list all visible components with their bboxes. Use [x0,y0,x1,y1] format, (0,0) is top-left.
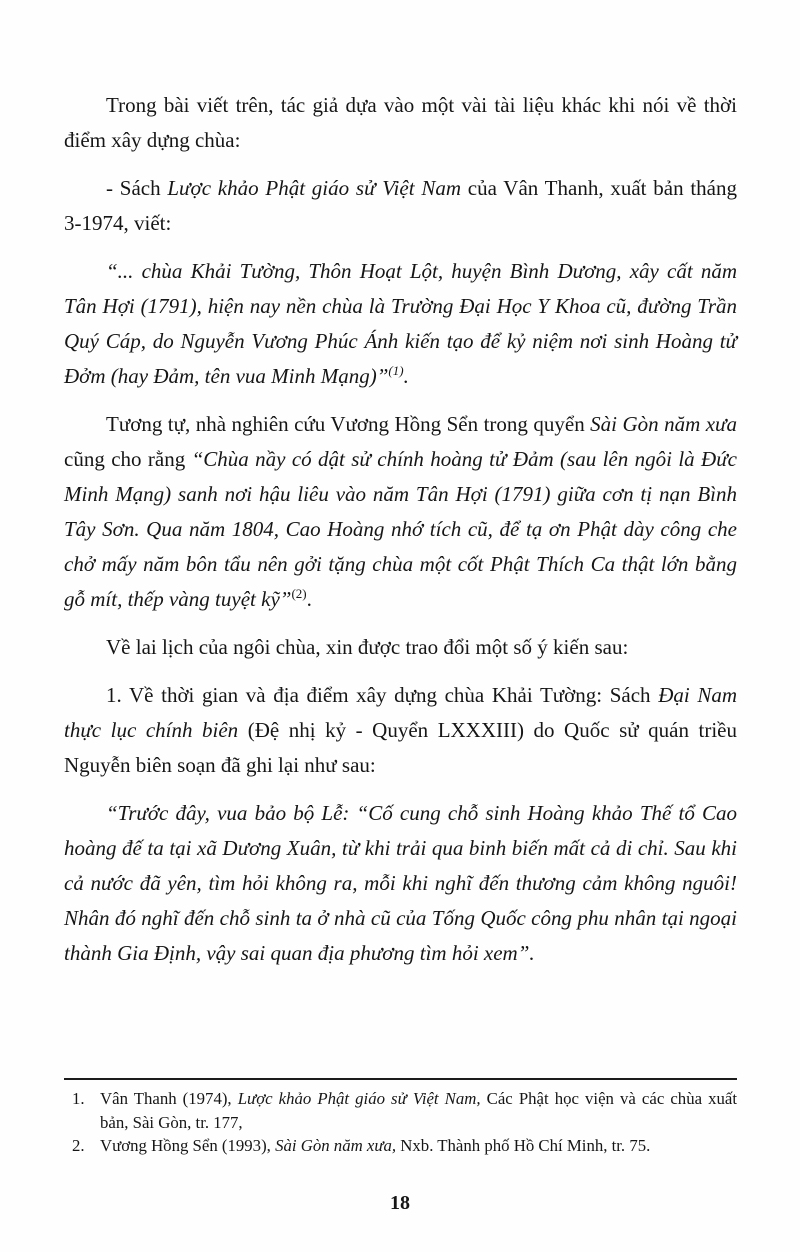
page-number: 18 [390,1192,410,1214]
text-segment: . [306,587,312,611]
text-segment: Trong bài viết trên, tác giả dựa vào một vài tài liệu khác khi nói về thời điểm xây dựng chùa: [64,93,737,152]
text-segment: Tương tự, nhà nghiên cứu Vương Hồng Sển trong quyển [106,412,591,436]
paragraph-point-1 [64,678,737,783]
text-segment: (Đệ nhị kỷ - Quyển LXXXIII) do Quốc sử quán triều Nguyễn biên soạn đã ghi lại như sau: [64,718,738,777]
footnote-ref-1: (1) [388,363,404,378]
footnote-divider [64,1078,737,1080]
paragraph-quote-dai-nam [64,796,737,971]
footnote-2 [64,1134,737,1158]
text-segment: . [403,364,409,388]
quote-text: “... chùa Khải Tường, Thôn Hoạt Lột, huyện Bình Dương, xây cất năm Tân Hợi (1791), hiện nay nền chùa là Trường Đại Học Y Khoa cũ, đường Trần Quý Cáp, do Nguyễn Vương Phúc Ánh kiến tạo để kỷ niệm nơi sinh Hoàng tử Đởm (hay Đảm, tên vua Minh Mạng)” [64,259,737,388]
paragraph-quote-vuong-hong-sen [64,407,737,617]
paragraph-quote-van-thanh [64,254,737,394]
text-segment: của Vân Thanh, xuất bản tháng 3-1974, viết: [64,176,737,235]
book-title: Sài Gòn năm xưa, [275,1136,397,1155]
text-segment: Vương Hồng Sển (1993), [100,1136,276,1155]
book-title: Sài Gòn năm xưa [590,412,737,436]
page-body [64,88,737,984]
paragraph-source-van-thanh [64,171,737,241]
footnotes-section [64,1078,737,1158]
text-segment: - Sách [106,176,168,200]
paragraph-transition [64,630,737,665]
text-segment: cũng cho rằng [64,447,192,471]
book-title: Đại Nam thực lục chính biên [64,683,737,742]
paragraph-intro [64,88,737,158]
quote-text: “Chùa nầy có dật sử chính hoàng tử Đảm (sau lên ngôi là Đức Minh Mạng) sanh nơi hậu liêu vào năm Tân Hợi (1791) giữa cơn tị nạn Bình Tây Sơn. Qua năm 1804, Cao Hoàng nhớ tích cũ, để tạ ơn Phật dày công che chở mấy năm bôn tẩu nên gởi tặng chùa một cốt Phật Thích Ca thật lớn bằng gỗ mít, thếp vàng tuyệt kỹ” [64,447,737,611]
text-segment: 1. Về thời gian và địa điểm xây dựng chùa Khải Tường: Sách [106,683,659,707]
text-segment: Về lai lịch của ngôi chùa, xin được trao đổi một số ý kiến sau: [106,635,629,659]
quote-text: “Trước đây, vua bảo bộ Lễ: “Cố cung chỗ sinh Hoàng khảo Thế tổ Cao hoàng đế ta tại xã Dương Xuân, từ khi trải qua binh biến mất cả di chỉ. Sau khi cả nước đã yên, tìm hỏi không ra, mỗi khi nghĩ đến thương cảm không nguôi! Nhân đó nghĩ đến chỗ sinh ta ở nhà cũ của Tống Quốc công phu nhân tại ngoại thành Gia Định, vậy sai quan địa phương tìm hỏi xem”. [64,801,737,965]
text-segment: Nxb. Thành phố Hồ Chí Minh, tr. 75. [396,1136,651,1155]
book-title: Lược khảo Phật giáo sử Việt Nam [167,176,461,200]
book-title: Lược khảo Phật giáo sử Việt Nam, [237,1089,481,1108]
footnote-ref-2: (2) [291,586,307,601]
footnote-number: 2. [72,1136,85,1155]
text-segment: Các Phật học viện và các chùa xuất bản, Sài Gòn, tr. 177, [100,1089,737,1132]
footnote-number: 1. [72,1089,85,1108]
footnote-1 [64,1087,737,1134]
text-segment: Vân Thanh (1974), [100,1089,238,1108]
